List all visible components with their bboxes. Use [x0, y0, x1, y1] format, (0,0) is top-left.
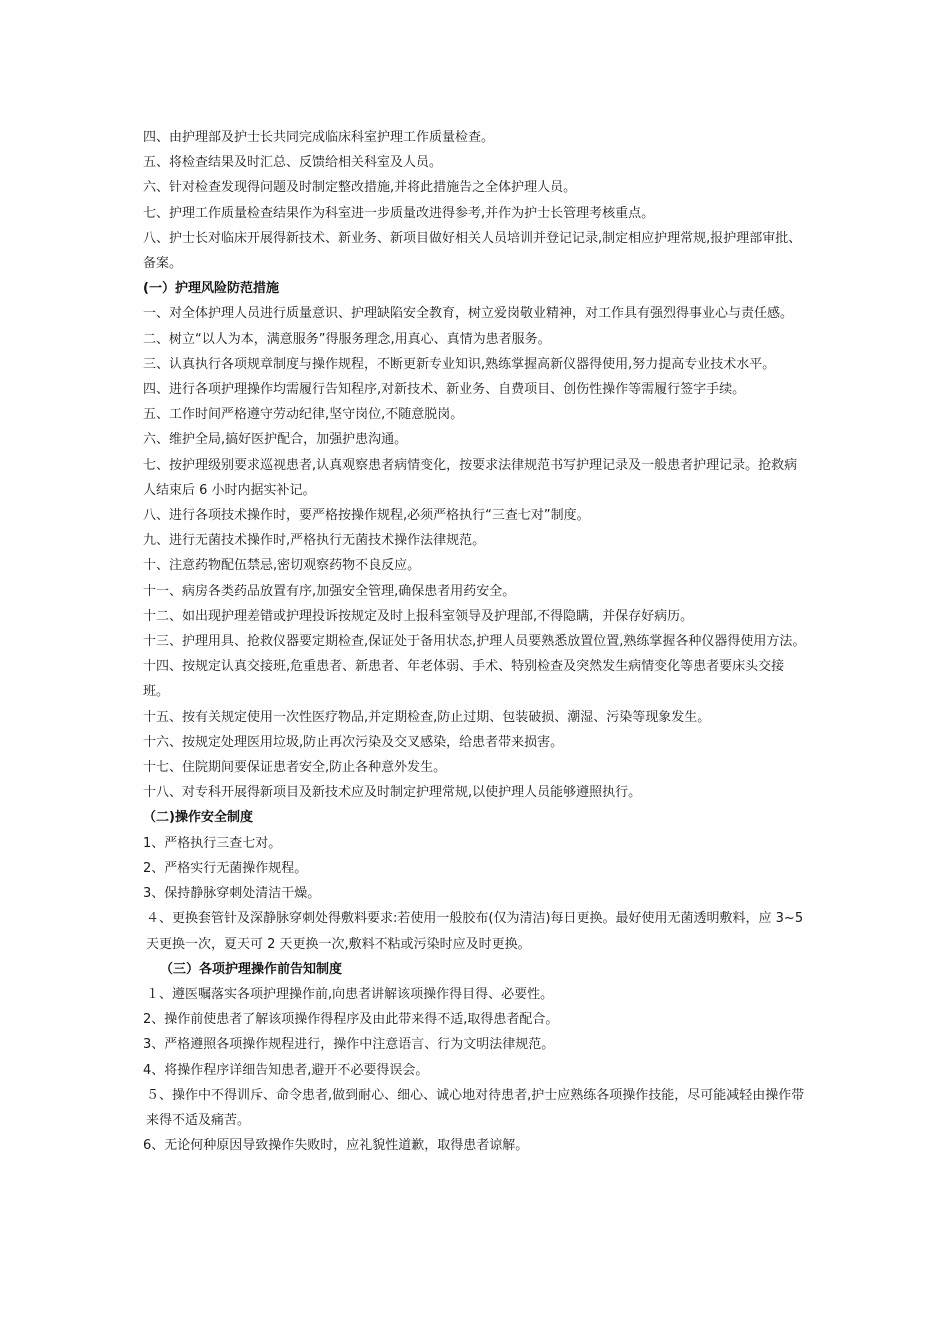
paragraph: 四、进行各项护理操作均需履行告知程序,对新技术、新业务、自费项目、创伤性操作等需履行签字手续。	[143, 382, 746, 398]
paragraph: 十七、住院期间要保证患者安全,防止各种意外发生。	[143, 760, 447, 776]
paragraph: 十、注意药物配伍禁忌,密切观察药物不良反应。	[143, 558, 421, 574]
document-body	[143, 125, 808, 1158]
paragraph: 十三、护理用具、抢救仪器要定期检查,保证处于备用状态,护理人员要熟悉放置位置,熟练掌握各种仪器得使用方法。	[143, 634, 806, 650]
paragraph: 八、护士长对临床开展得新技术、新业务、新项目做好相关人员培训并登记记录,制定相应护理常规,报护理部审批、备案。	[143, 230, 802, 272]
paragraph: ４、更换套管针及深静脉穿刺处得敷料要求:若使用一般胶布(仅为清洁)每日更换。最好使用无菌透明敷料，应 3~5 天更换一次，夏天可 2 天更换一次,敷料不粘或污染时应及时更换。	[146, 911, 804, 952]
paragraph: 1、严格执行三查七对。	[143, 835, 282, 851]
paragraph: 五、将检查结果及时汇总、反馈给相关科室及人员。	[143, 155, 443, 171]
paragraph: 三、认真执行各项规章制度与操作规程，不断更新专业知识,熟练掌握高新仪器得使用,努力提高专业技术水平。	[143, 356, 776, 372]
paragraph: 3、严格遵照各项操作规程进行，操作中注意语言、行为文明法律规范。	[143, 1037, 555, 1053]
paragraph: 6、无论何种原因导致操作失败时，应礼貌性道歉，取得患者谅解。	[143, 1138, 529, 1154]
paragraph: １、遵医嘱落实各项护理操作前,向患者讲解该项操作得目得、必要性。	[146, 986, 554, 1002]
paragraph: 一、对全体护理人员进行质量意识、护理缺陷安全教育，树立爱岗敬业精神，对工作具有强烈得事业心与责任感。	[143, 306, 794, 322]
paragraph: 十四、按规定认真交接班,危重患者、新患者、年老体弱、手术、特别检查及突然发生病情变化等患者要床头交接班。	[143, 659, 785, 700]
paragraph: 七、护理工作质量检查结果作为科室进一步质量改进得参考,并作为护士长管理考核重点。	[143, 205, 655, 221]
paragraph: 2、严格实行无菌操作规程。	[143, 860, 308, 876]
section-heading-risk-prevention: (一）护理风险防范措施	[143, 281, 279, 297]
paragraph: 十一、病房各类药品放置有序,加强安全管理,确保患者用药安全。	[143, 583, 516, 599]
paragraph: ５、操作中不得训斥、命令患者,做到耐心、细心、诚心地对待患者,护士应熟练各项操作技能，尽可能减轻由操作带来得不适及痛苦。	[146, 1087, 805, 1128]
paragraph: 4、将操作程序详细告知患者,避开不必要得误会。	[143, 1062, 429, 1078]
paragraph: 十二、如出现护理差错或护理投诉按规定及时上报科室领导及护理部,不得隐瞒，并保存好病历。	[143, 608, 694, 624]
paragraph: 四、由护理部及护士长共同完成临床科室护理工作质量检查。	[143, 130, 495, 145]
paragraph: 八、进行各项技术操作时，要严格按操作规程,必须严格执行“三查七对”制度。	[143, 508, 590, 524]
paragraph: 十八、对专科开展得新项目及新技术应及时制定护理常规,以使护理人员能够遵照执行。	[143, 785, 642, 801]
section-heading-pre-operation-notice: （三）各项护理操作前告知制度	[160, 961, 343, 977]
paragraph: 二、树立“以人为本，满意服务”得服务理念,用真心、真情为患者服务。	[143, 331, 551, 347]
paragraph: 六、针对检查发现得问题及时制定整改措施,并将此措施告之全体护理人员。	[143, 180, 577, 196]
paragraph: 九、进行无菌技术操作时,严格执行无菌技术操作法律规范。	[143, 533, 486, 549]
paragraph: 七、按护理级别要求巡视患者,认真观察患者病情变化，按要求法律规范书写护理记录及一般患者护理记录。抢救病人结束后 6 小时内据实补记。	[143, 457, 798, 498]
paragraph: 十五、按有关规定使用一次性医疗物品,并定期检查,防止过期、包装破损、潮湿、污染等现象发生。	[143, 709, 711, 725]
paragraph: 十六、按规定处理医用垃圾,防止再次污染及交叉感染，给患者带来损害。	[143, 734, 564, 750]
section-heading-operation-safety: （二)操作安全制度	[143, 810, 253, 826]
paragraph: 五、工作时间严格遵守劳动纪律,坚守岗位,不随意脱岗。	[143, 407, 464, 423]
paragraph: 2、操作前使患者了解该项操作得程序及由此带来得不适,取得患者配合。	[143, 1012, 559, 1028]
paragraph: 3、保持静脉穿刺处清洁干燥。	[143, 886, 321, 902]
paragraph: 六、维护全局,搞好医护配合，加强护患沟通。	[143, 432, 408, 448]
